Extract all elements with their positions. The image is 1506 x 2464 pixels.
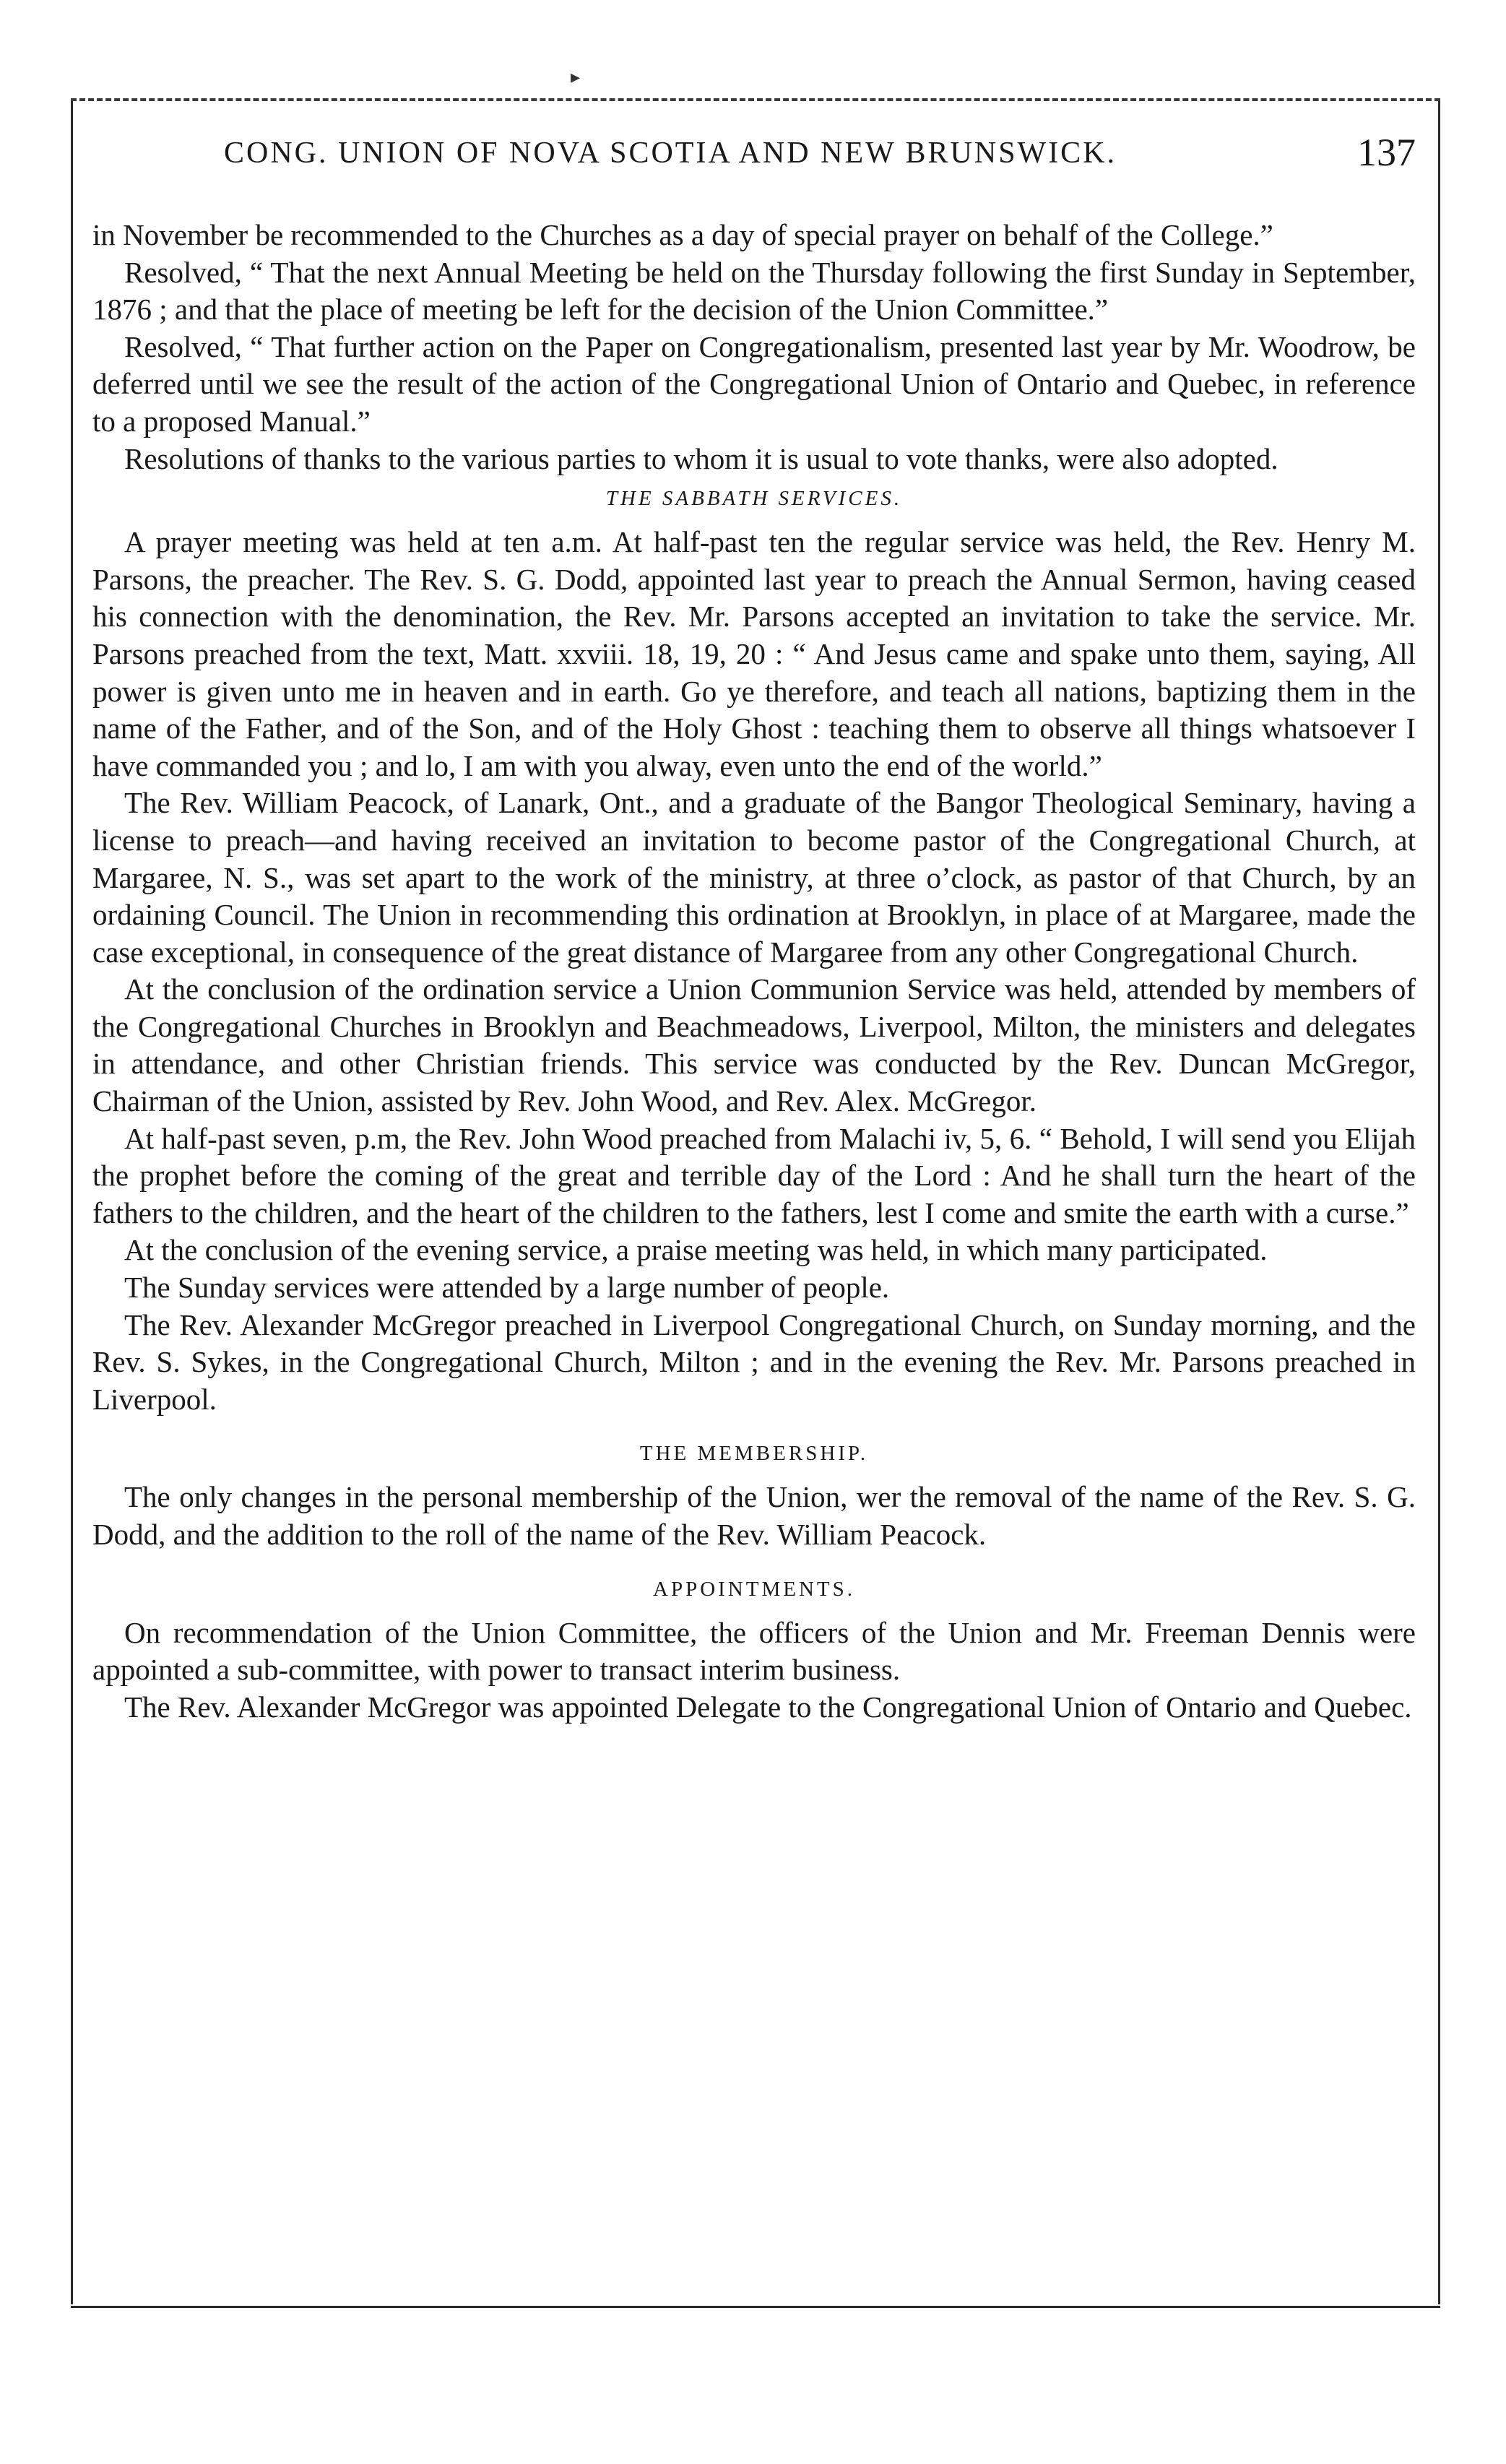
paragraph: Resolved, “ That further action on the Paper on Congregationalism, presented last year by Mr. Woodrow, be deferred until we see the result of the action of the Congregational Union of Ontario and Quebec, in reference to a proposed Manual.” <box>92 329 1416 438</box>
paragraph: At the conclusion of the ordination service a Union Communion Service was held, attended by members of the Congregational Churches in Brooklyn and Beachmeadows, Liverpool, Milton, the ministers and delegates in attendance, and other Christian friends. This service was conducted by the Rev. Duncan McGregor, Chairman of the Union, assisted by Rev. John Wood, and Rev. Alex. McGregor. <box>92 972 1416 1118</box>
bottom-rule <box>71 2306 1440 2308</box>
paragraph: At half-past seven, p.m, the Rev. John Wood preached from Malachi iv, 5, 6. “ Behold, I will send you Elijah the prophet before the coming of the great and terrible day of the Lord : And he shall turn the heart of the fathers to the children, and the heart of the children to the fathers, lest I come and smite the earth with a curse.” <box>92 1121 1416 1229</box>
paragraph: On recommendation of the Union Committee, the officers of the Union and Mr. Freeman Dennis were appointed a sub-committee, with power to transact interim business. <box>92 1615 1416 1687</box>
running-head: CONG. UNION OF NOVA SCOTIA AND NEW BRUNSWICK. <box>224 137 1117 170</box>
paragraph: The Rev. Alexander McGregor was appointed Delegate to the Congregational Union of Ontario and Quebec. <box>124 1690 1412 1724</box>
paragraph: The Rev. Alexander McGregor preached in Liverpool Congregational Church, on Sunday morning, and the Rev. S. Sykes, in the Congregational Church, Milton ; and in the evening the Rev. Mr. Parsons preached in Liverpool. <box>92 1307 1416 1416</box>
paragraph: in November be recommended to the Churches as a day of special prayer on behalf of the College.” <box>92 218 1273 251</box>
paragraph: At the conclusion of the evening service, a praise meeting was held, in which many participated. <box>124 1233 1268 1267</box>
page-header <box>94 131 1416 186</box>
paragraph: The Rev. William Peacock, of Lanark, Ont., and a graduate of the Bangor Theological Seminary, having a license to preach—and having received an invitation to become pastor of the Congregational Church, at Margaree, N. S., was set apart to the work of the ministry, at three o’clock, as pastor of that Church, by an ordaining Council. The Union in recommending this ordination at Brooklyn, in place of at Margaree, made the case exceptional, in consequence of the great distance of Margaree from any other Congregational Church. <box>92 786 1416 969</box>
section-heading-sabbath: THE SABBATH SERVICES. <box>605 487 903 511</box>
paragraph: The only changes in the personal membership of the Union, wer the removal of the name of the Rev. S. G. Dodd, and the addition to the roll of the name of the Rev. William Peacock. <box>92 1480 1416 1551</box>
section-heading-appointments: APPOINTMENTS. <box>653 1577 855 1601</box>
page-body <box>92 217 1416 1726</box>
top-mark: ▸ <box>571 66 581 87</box>
paragraph: The Sunday services were attended by a large number of people. <box>124 1271 890 1305</box>
page-number: 137 <box>1357 131 1416 174</box>
paragraph: A prayer meeting was held at ten a.m. At half-past ten the regular service was held, the Rev. Henry M. Parsons, the preacher. The Rev. S. G. Dodd, appointed last year to preach the Annual Sermon, having ceased his connection with the denomination, the Rev. Mr. Parsons accepted an invitation to take the service. Mr. Parsons preached from the text, Matt. xxviii. 18, 19, 20 : “ And Jesus came and spake unto them, saying, All power is given unto me in heaven and in earth. Go ye therefore, and teach all nations, baptizing them in the name of the Father, and of the Son, and of the Holy Ghost : teaching them to observe all things whatsoever I have commanded you ; and lo, I am with you alway, even unto the end of the world.” <box>92 525 1416 782</box>
paragraph: Resolved, “ That the next Annual Meeting be held on the Thursday following the first Sunday in September, 1876 ; and that the place of meeting be left for the decision of the Union Committee.” <box>92 255 1416 327</box>
paragraph: Resolutions of thanks to the various parties to whom it is usual to vote thanks, were also adopted. <box>124 441 1278 475</box>
section-heading-membership: THE MEMBERSHIP. <box>639 1442 869 1466</box>
